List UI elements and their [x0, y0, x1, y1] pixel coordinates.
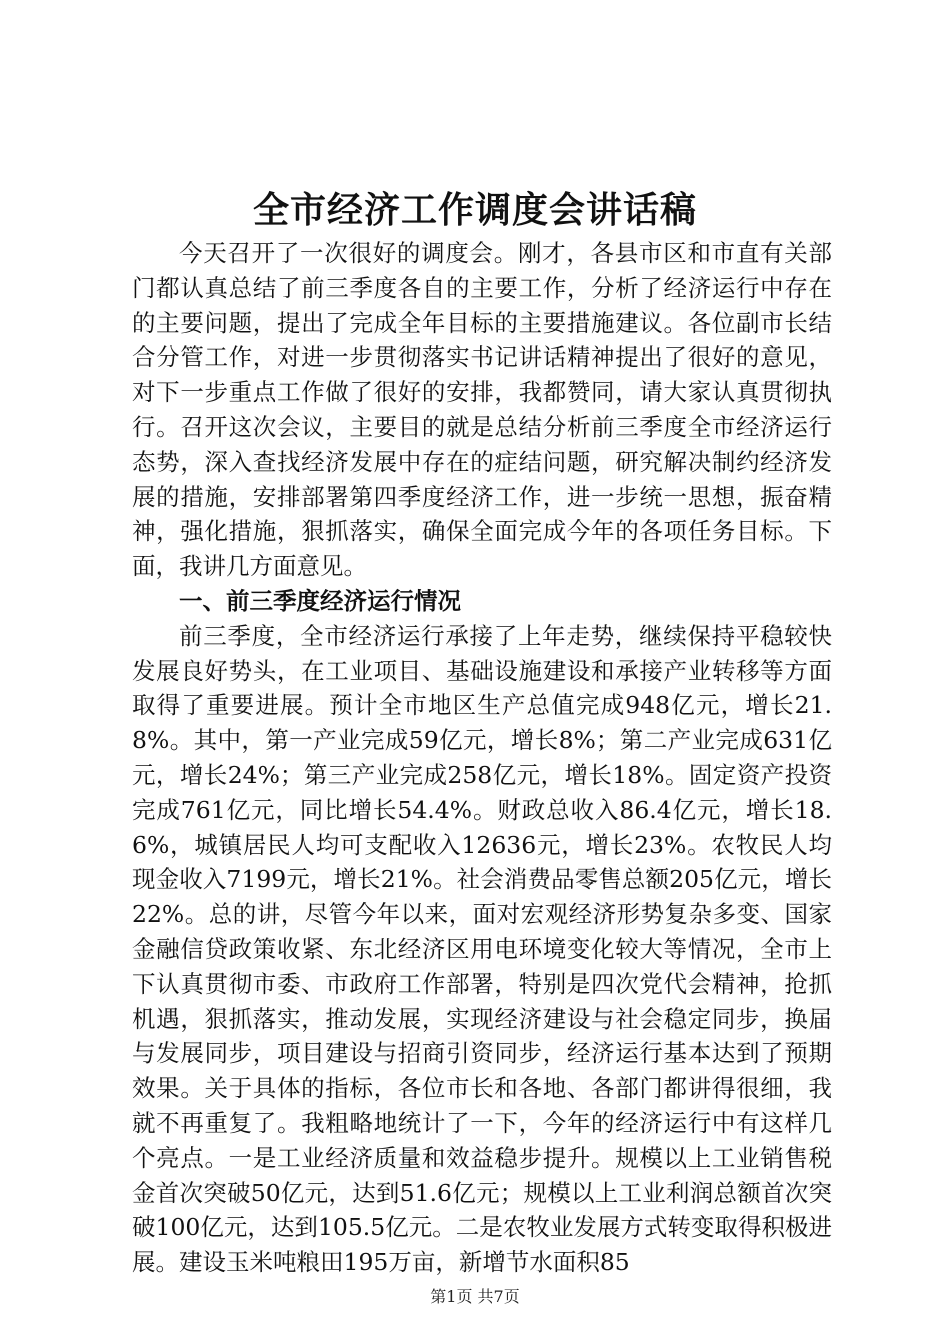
document-body: [132, 236, 832, 1280]
page-footer: 第1页 共7页: [430, 1287, 520, 1306]
body-paragraph-2: 前三季度，全市经济运行承接了上年走势，继续保持平稳较快发展良好势头，在工业项目、基础设施建设和承接产业转移等方面取得了重要进展。预计全市地区生产总值完成948亿元，增长21.8%。其中，第一产业完成59亿元，增长8%；第二产业完成631亿元，增长24%；第三产业完成258亿元，增长18%。固定资产投资完成761亿元，同比增长54.4%。财政总收入86.4亿元，增长18.6%，城镇居民人均可支配收入12636元，增长23%。农牧民人均现金收入7199元，增长21%。社会消费品零售总额205亿元，增长22%。总的讲，尽管今年以来，面对宏观经济形势复杂多变、国家金融信贷政策收紧、东北经济区用电环境变化较大等情况，全市上下认真贯彻市委、市政府工作部署，特别是四次党代会精神，抢抓机遇，狠抓落实，推动发展，实现经济建设与社会稳定同步，换届与发展同步，项目建设与招商引资同步，经济运行基本达到了预期效果。关于具体的指标，各位市长和各地、各部门都讲得很细，我就不再重复了。我粗略地统计了一下，今年的经济运行中有这样几个亮点。一是工业经济质量和效益稳步提升。规模以上工业销售税金首次突破50亿元，达到51.6亿元；规模以上工业利润总额首次突破100亿元，达到105.5亿元。二是农牧业发展方式转变取得积极进展。建设玉米吨粮田195万亩，新增节水面积85: [132, 621, 832, 1277]
document-title: 全市经济工作调度会讲话稿: [252, 190, 697, 231]
body-paragraph-1: 今天召开了一次很好的调度会。刚才，各县市区和市直有关部门都认真总结了前三季度各自的主要工作，分析了经济运行中存在的主要问题，提出了完成全年目标的主要措施建议。各位副市长结合分管工作，对进一步贯彻落实书记讲话精神提出了很好的意见，对下一步重点工作做了很好的安排，我都赞同，请大家认真贯彻执行。召开这次会议，主要目的就是总结分析前三季度全市经济运行态势，深入查找经济发展中存在的症结问题，研究解决制约经济发展的措施，安排部署第四季度经济工作，进一步统一思想，振奋精神，强化措施，狠抓落实，确保全面完成今年的各项任务目标。下面，我讲几方面意见。: [132, 239, 832, 581]
section-heading-1: 一、前三季度经济运行情况: [179, 586, 461, 615]
